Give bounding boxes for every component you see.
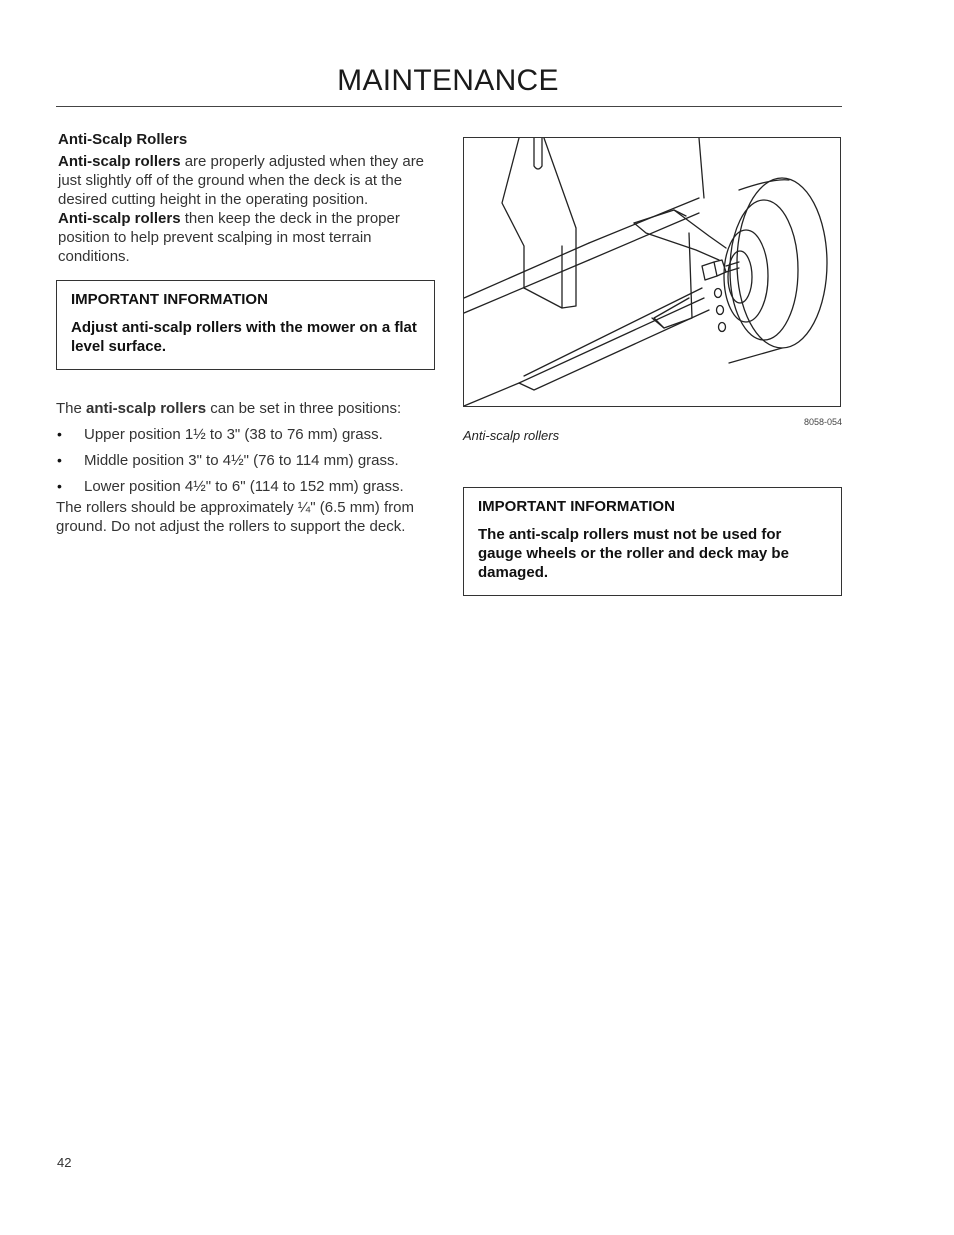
info-box-body: Adjust anti-scalp rollers with the mower on a flat level surface.: [71, 319, 417, 355]
intro-text: The: [56, 400, 87, 417]
bullet-icon: •: [57, 478, 62, 494]
header-divider: [56, 106, 842, 107]
important-info-box: [463, 487, 842, 596]
page-title: MAINTENANCE: [337, 64, 559, 97]
list-item: [56, 425, 441, 444]
list-item-text: Upper position 1½ to 3" (38 to 76 mm) grass.: [84, 426, 383, 443]
figure-code: 8058-054: [803, 417, 842, 427]
positions-note: The rollers should be approximately ¼" (6.5 mm) from ground. Do not adjust the rollers to support the deck.: [56, 499, 414, 535]
section-heading: Anti-Scalp Rollers: [58, 131, 188, 148]
important-info-box: [56, 280, 435, 370]
section-paragraph: [58, 152, 436, 266]
anti-scalp-section: [56, 131, 436, 266]
bullet-icon: •: [57, 426, 62, 442]
term-anti-scalp-rollers: Anti-scalp rollers: [58, 153, 181, 170]
bullet-icon: •: [57, 452, 62, 468]
list-item-text: Middle position 3" to 4½" (76 to 114 mm) grass.: [84, 452, 399, 469]
list-item: [56, 451, 441, 470]
roller-drawing: [464, 138, 841, 407]
paragraph-text: then keep the deck in the proper position to help prevent scalping in most terrain conditions.: [58, 210, 400, 265]
paragraph-text: are properly adjusted when they are just slightly off of the ground when the deck is at the desired cutting height in the operating position.: [58, 153, 425, 208]
anti-scalp-roller-illustration: [463, 137, 841, 407]
list-item-text: Lower position 4½" to 6" (114 to 152 mm) grass.: [84, 478, 404, 495]
info-box-title: IMPORTANT INFORMATION: [478, 498, 675, 515]
term-anti-scalp-rollers: Anti-scalp rollers: [58, 210, 181, 227]
figure-caption: Anti-scalp rollers: [463, 428, 560, 443]
info-box-title: IMPORTANT INFORMATION: [71, 291, 268, 308]
term-anti-scalp-rollers: anti-scalp rollers: [86, 400, 207, 417]
roller-positions: [56, 399, 441, 536]
list-item: [56, 477, 441, 496]
positions-intro: [56, 399, 441, 418]
info-box-body: The anti-scalp rollers must not be used for gauge wheels or the roller and deck may be damaged.: [478, 526, 789, 581]
intro-text: can be set in three positions:: [206, 400, 402, 417]
positions-list: [56, 425, 441, 496]
page-number: 42: [57, 1155, 72, 1170]
